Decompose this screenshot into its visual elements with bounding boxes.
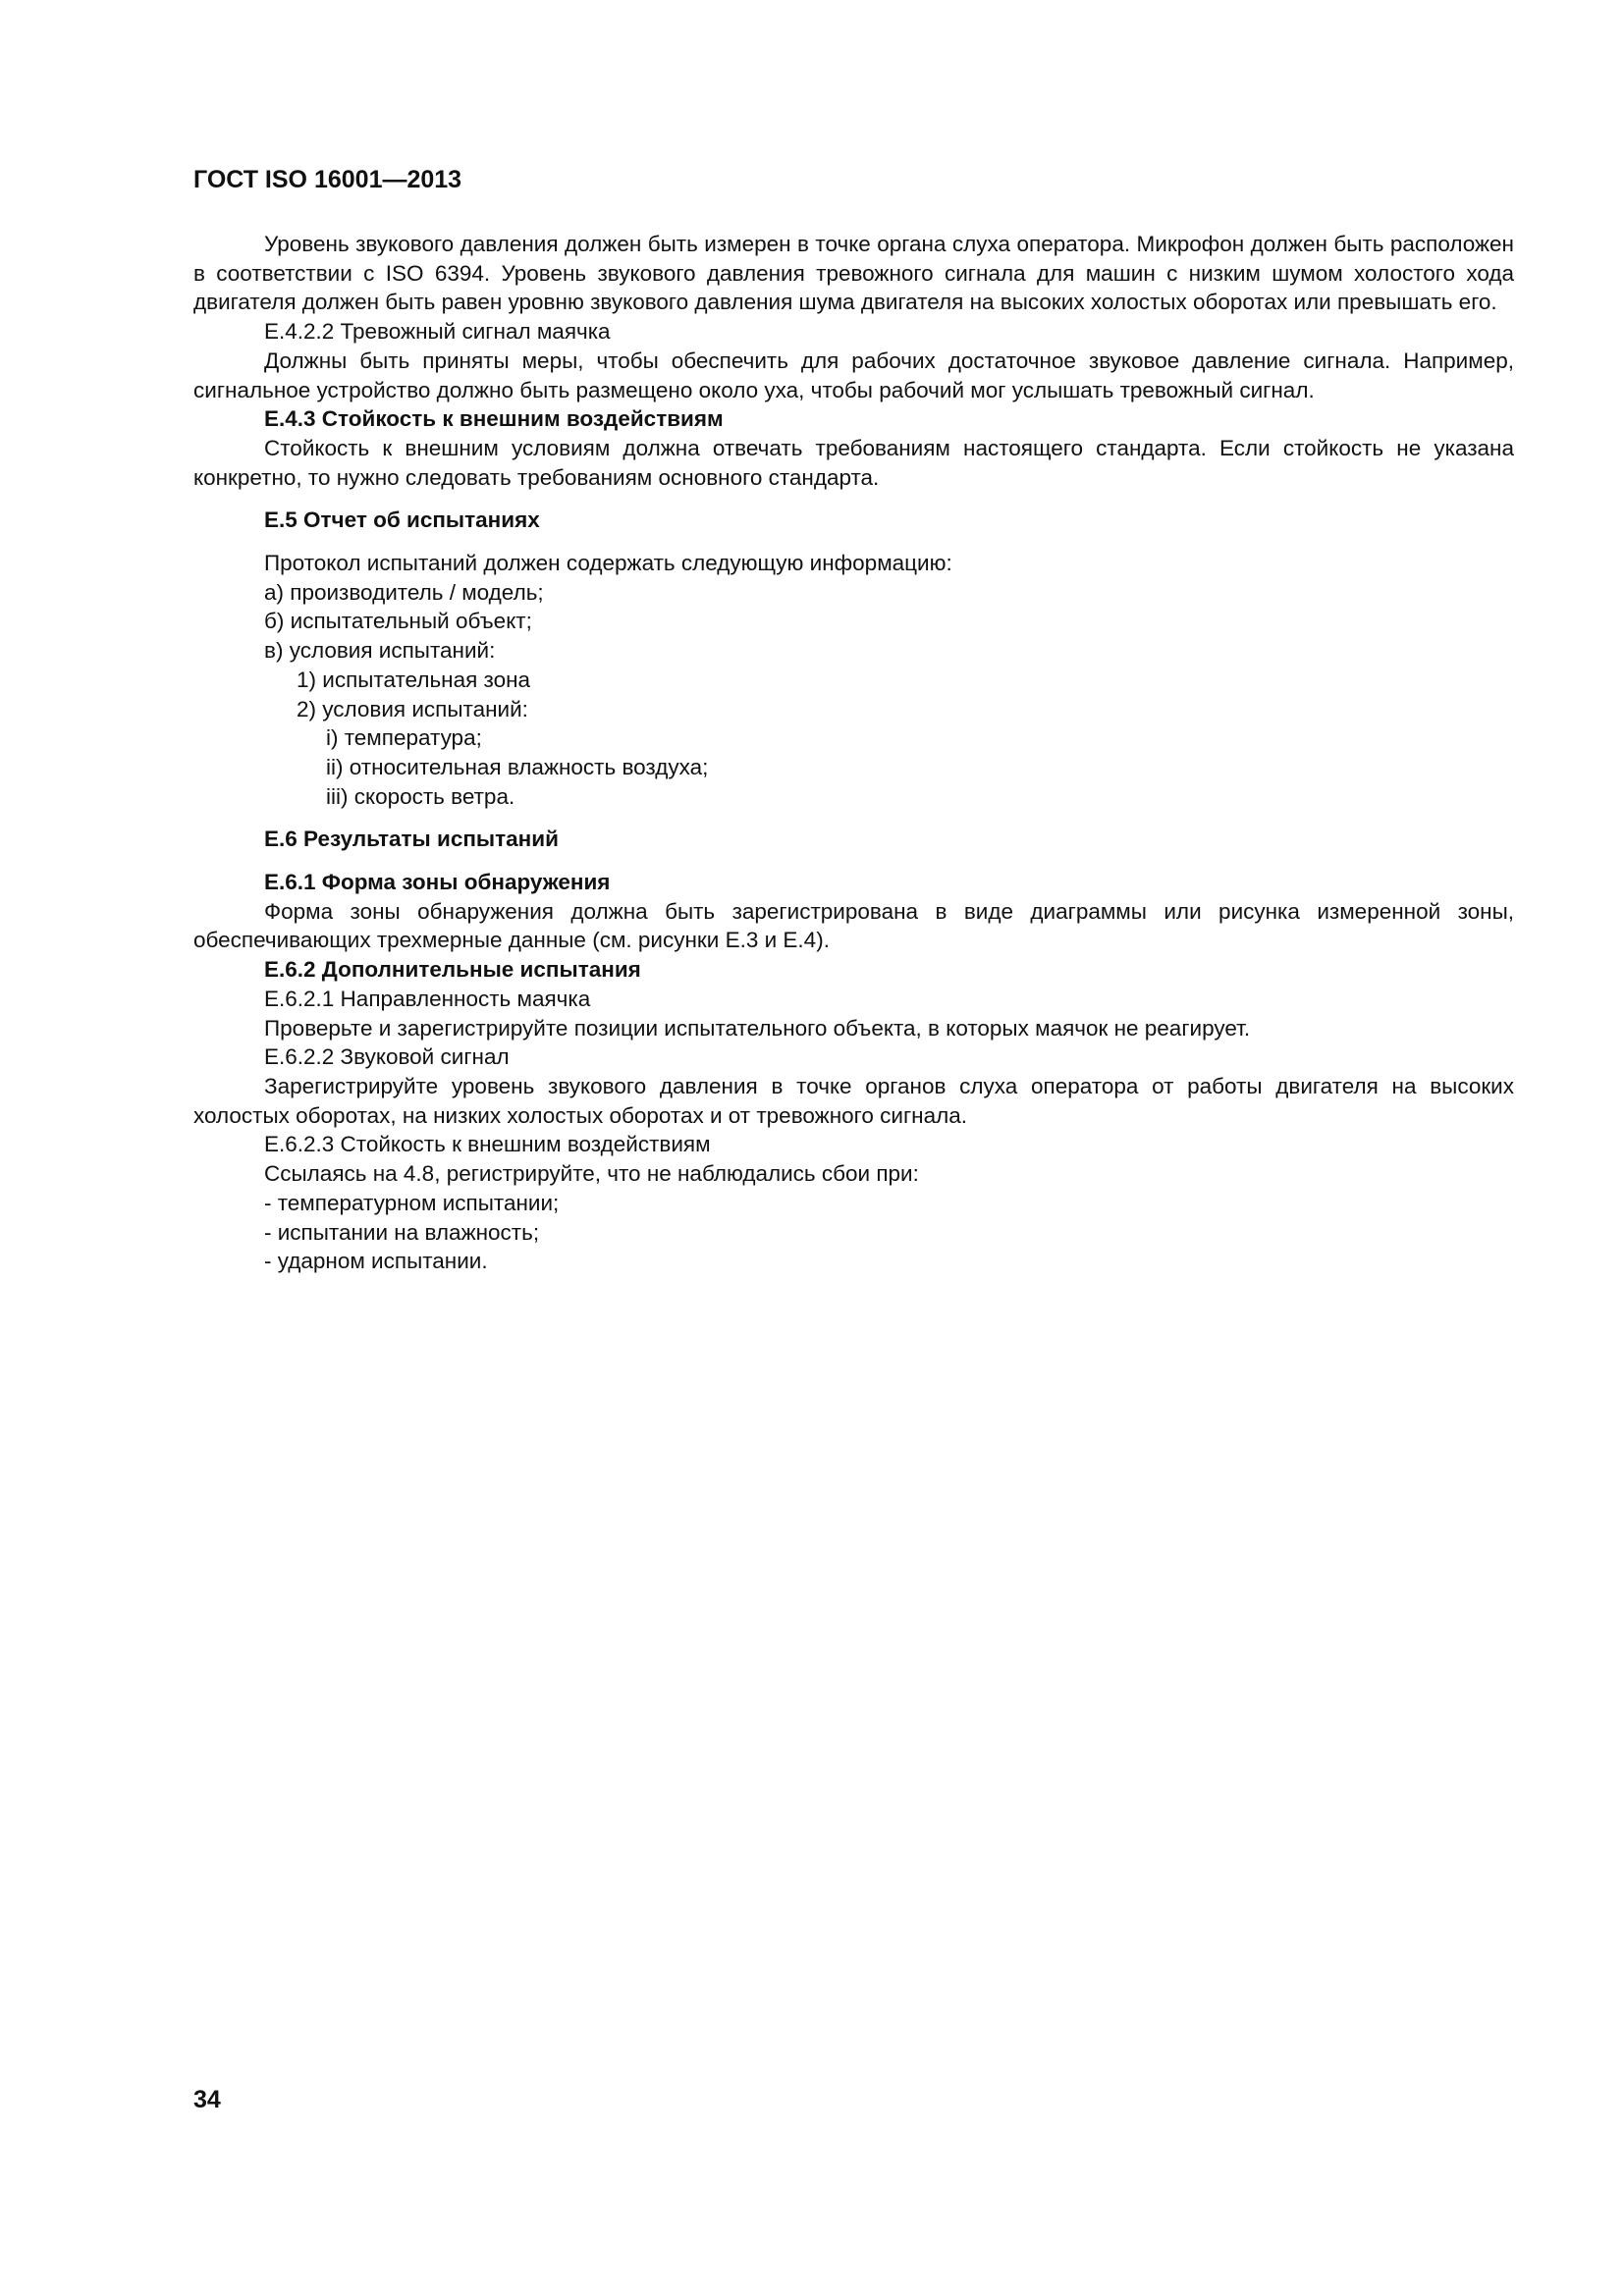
document-body [193, 230, 1514, 1276]
list-item-v-1: 1) испытательная зона [297, 667, 531, 692]
section-e5-heading: Е.5 Отчет об испытаниях [264, 507, 540, 533]
section-e4-3-heading: Е.4.3 Стойкость к внешним воздействиям [264, 406, 724, 432]
paragraph-sound-pressure: Уровень звукового давления должен быть измерен в точке органа слуха оператора. Микрофон должен быть расположен в соответствии с ISO 6394. Уровень звукового давления тревожного сигнала для машин с низким шумом холостого хода двигателя должен быть равен уровню звукового давления шума двигателя на высоких холостых оборотах или превышать его. [193, 232, 1514, 315]
section-e6-2-3-heading: Е.6.2.3 Стойкость к внешним воздействиям [264, 1132, 711, 1157]
paragraph-beacon-alarm: Должны быть приняты меры, чтобы обеспечить для рабочих достаточное звуковое давление сигнала. Например, сигнальное устройство должно быть размещено около уха, чтобы рабочий мог услышать тревожный сигнал. [193, 347, 1514, 402]
list-item-a: а) производитель / модель; [264, 579, 544, 605]
section-e6-2-heading: Е.6.2 Дополнительные испытания [264, 957, 641, 983]
section-e6-1-heading: Е.6.1 Форма зоны обнаружения [264, 870, 611, 895]
section-e6-2-1-heading: Е.6.2.1 Направленность маячка [264, 986, 591, 1011]
document-page [193, 0, 1514, 2296]
list-item-b: б) испытательный объект; [264, 609, 532, 634]
document-header: ГОСТ ISO 16001—2013 [193, 166, 462, 193]
paragraph-reference-4-8: Ссылаясь на 4.8, регистрируйте, что не наблюдались сбои при: [264, 1161, 919, 1187]
section-e6-2-2-heading: Е.6.2.2 Звуковой сигнал [264, 1044, 510, 1070]
list-item-v-2: 2) условия испытаний: [297, 696, 528, 721]
paragraph-directionality: Проверьте и зарегистрируйте позиции испытательного объекта, в которых маячок не реагирует. [264, 1015, 1251, 1041]
paragraph-protocol: Протокол испытаний должен содержать следующую информацию: [264, 551, 952, 576]
section-e4-2-2-heading: Е.4.2.2 Тревожный сигнал маячка [264, 319, 611, 345]
dash-item-impact: - ударном испытании. [264, 1249, 488, 1274]
list-item-iii: iii) скорость ветра. [326, 783, 515, 809]
paragraph-resistance: Стойкость к внешним условиям должна отвечать требованиям настоящего стандарта. Если стойкость не указана конкретно, то нужно следовать требованиям основного стандарта. [193, 435, 1514, 490]
paragraph-sound-signal: Зарегистрируйте уровень звукового давления в точке органов слуха оператора от работы двигателя на высоких холостых оборотах, на низких холостых оборотах и от тревожного сигнала. [193, 1073, 1514, 1128]
paragraph-detection-zone: Форма зоны обнаружения должна быть зарегистрирована в виде диаграммы или рисунка измеренной зоны, обеспечивающих трехмерные данные (см. рисунки Е.3 и Е.4). [193, 898, 1514, 953]
dash-item-temperature: - температурном испытании; [264, 1190, 560, 1215]
list-item-ii: ii) относительная влажность воздуха; [326, 754, 709, 779]
list-item-i: i) температура; [326, 725, 482, 751]
list-item-v: в) условия испытаний: [264, 638, 496, 664]
dash-item-humidity: - испытании на влажность; [264, 1219, 540, 1245]
section-e6-heading: Е.6 Результаты испытаний [264, 827, 559, 852]
page-number: 34 [193, 2086, 221, 2113]
